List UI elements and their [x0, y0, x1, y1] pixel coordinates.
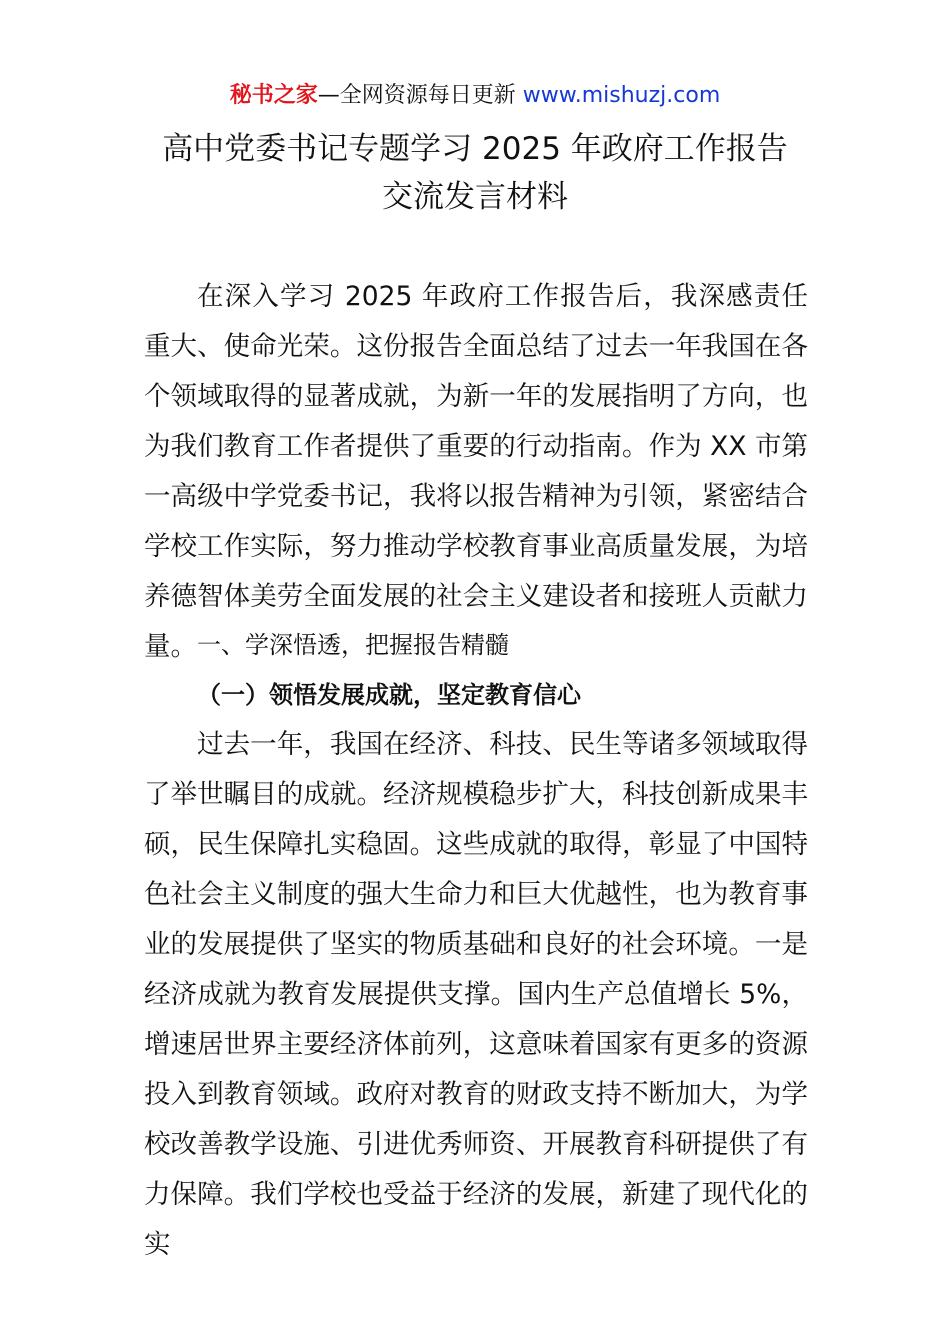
site-header — [0, 80, 950, 112]
body-paragraph: 过去一年，我国在经济、科技、民生等诸多领域取得了举世瞩目的成就。经济规模稳步扩大，科技创新成果丰硕，民生保障扎实稳固。这些成就的取得，彰显了中国特色社会主义制度的强大生命力和巨大优越性，也为教育事业的发展提供了坚实的物质基础和良好的社会环境。一是经济成就为教育发展提供支撑。国内生产总值增长 5%，增速居世界主要经济体前列，这意味着国家有更多的资源投入到教育领域。政府对教育的财政支持不断加大，为学校改善教学设施、引进优秀师资、开展教育科研提供了有力保障。我们学校也受益于经济的发展，新建了现代化的实 — [144, 729, 808, 1260]
brand-name: 秘书之家 — [229, 83, 318, 108]
document-title-line-1: 高中党委书记专题学习 2025 年政府工作报告 — [162, 131, 788, 167]
document-title-line-2: 交流发言材料 — [382, 179, 568, 215]
intro-paragraph: 在深入学习 2025 年政府工作报告后，我深感责任重大、使命光荣。这份报告全面总结了过去一年我国在各个领域取得的显著成就，为新一年的发展指明了方向，也为我们教育工作者提供了重要的行动指南。作为 XX 市第一高级中学党委书记，我将以报告精神为引领，紧密结合学校工作实际，努力推动学校教育事业高质量发展，为培养德智体美劳全面发展的社会主义建设者和接班人贡献力量。 — [144, 281, 808, 662]
subsection-heading: （一）领悟发展成就，坚定教育信心 — [197, 681, 581, 709]
site-url-link[interactable]: www.mishuzj.com — [522, 83, 721, 108]
site-tagline: —全网资源每日更新 — [317, 83, 523, 108]
section-heading: 一、学深悟透，把握报告精髓 — [197, 631, 509, 659]
